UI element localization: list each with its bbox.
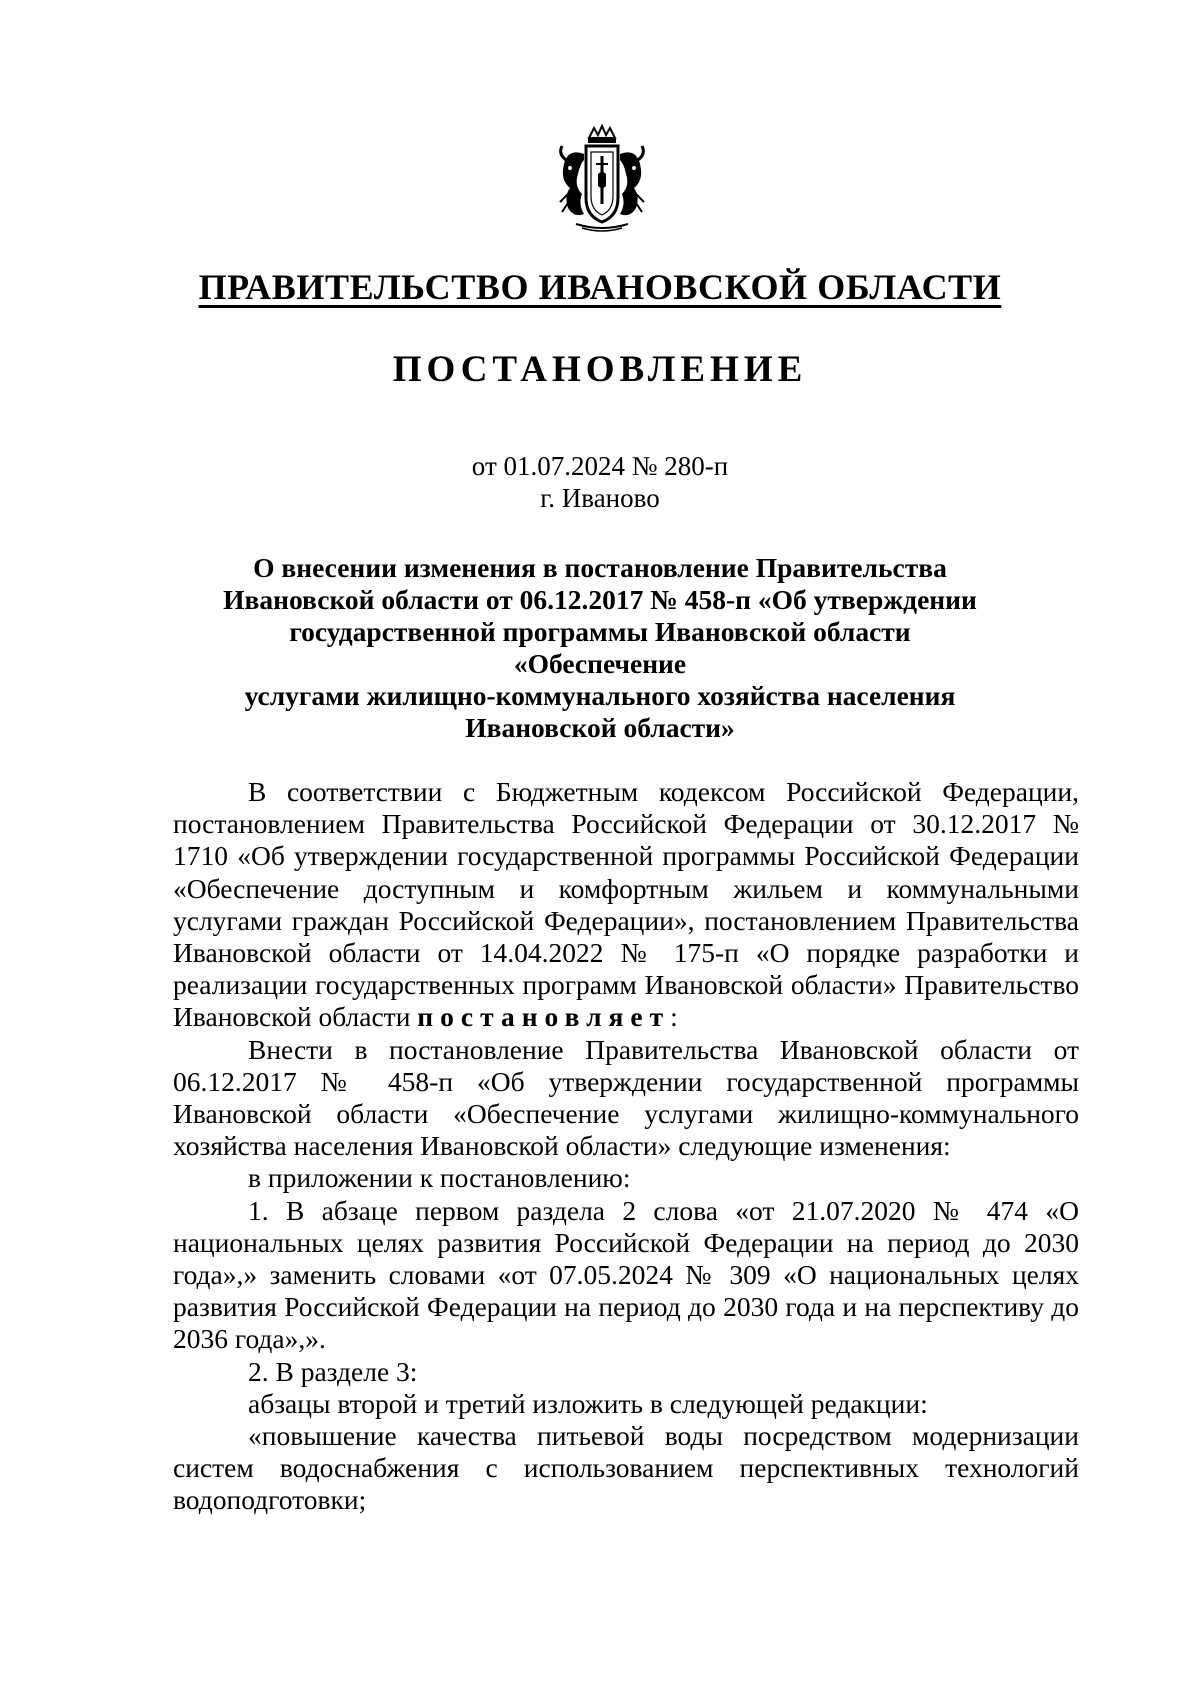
body-paragraph-3: 1. В абзаце первом раздела 2 слова «от 21.07.2020 № 474 «О национальных целях развития Российской Федерации на период до 2030 года»,» заменить словами «от 07.05.2024 № 309 «О национальных целях развития Российской Федерации на период до 2030 года и на перспективу до 2036 года»,». — [173, 1194, 1079, 1355]
subject-line: государственной программы Ивановской области «Обеспечение — [289, 616, 911, 679]
document-body — [173, 776, 1079, 1517]
document-city: г. Иваново — [540, 483, 660, 513]
body-paragraph-5: абзацы второй и третий изложить в следующей редакции: — [248, 1387, 928, 1419]
body-paragraph-2: в приложении к постановлению: — [248, 1162, 631, 1194]
document-subject — [200, 552, 1000, 744]
coat-of-arms-emblem — [556, 124, 648, 234]
body-preamble-paragraph — [173, 776, 1079, 1034]
organization-title — [0, 266, 1200, 308]
document-type-title: ПОСТАНОВЛЕНИЕ — [392, 349, 808, 390]
resolves-colon: : — [670, 1001, 678, 1033]
organization-title-text: ПРАВИТЕЛЬСТВО ИВАНОВСКОЙ ОБЛАСТИ — [198, 267, 1002, 307]
subject-line: О внесении изменения в постановление Правительства — [253, 552, 947, 583]
preamble-text: В соответствии с Бюджетным кодексом Российской Федерации, постановлением Правительства Российской Федерации от 30.12.2017 № 1710 «Об утверждении государственной программы Российской Федерации «Обеспечение доступным и комфортным жильем и коммунальными услугами граждан Российской Федерации», постановлением Правительства Ивановской области от 14.04.2022 № 175-п «О порядке разработки и реализации государственных программ Ивановской области» Правительство Ивановской области — [173, 776, 1079, 1033]
document-meta — [0, 450, 1200, 514]
resolves-word: постановляет — [417, 1001, 671, 1033]
body-paragraph-1: Внести в постановление Правительства Ивановской области от 06.12.2017 № 458-п «Об утверждении государственной программы Ивановской области «Обеспечение услугами жилищно-коммунального хозяйства населения Ивановской области» следующие изменения: — [173, 1033, 1079, 1162]
subject-line: Ивановской области» — [465, 712, 735, 743]
subject-line: услугами жилищно-коммунального хозяйства населения — [244, 680, 956, 711]
subject-line: Ивановской области от 06.12.2017 № 458-п «Об утверждении — [223, 584, 977, 615]
body-paragraph-6: «повышение качества питьевой воды посредством модернизации систем водоснабжения с использованием перспективных технологий водоподготовки; — [173, 1420, 1079, 1516]
document-date-number: от 01.07.2024 № 280-п — [471, 451, 729, 481]
body-paragraph-4: 2. В разделе 3: — [248, 1355, 418, 1387]
